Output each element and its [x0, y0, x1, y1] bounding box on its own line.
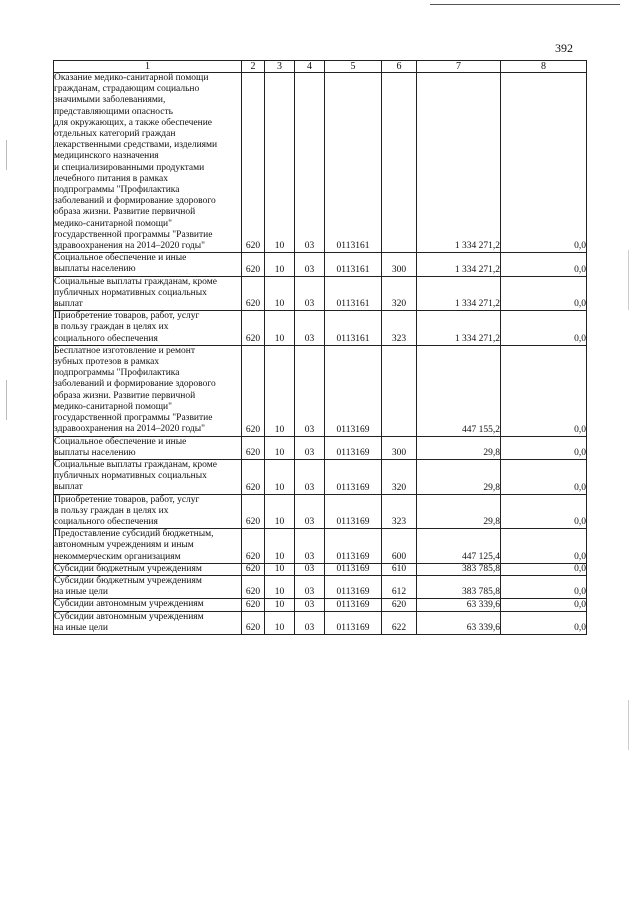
chapter-code: 10 [265, 563, 295, 575]
column-header: 2 [242, 61, 265, 73]
amount-value-2: 0,0 [501, 611, 587, 634]
row-description [54, 436, 242, 459]
expense-type-code: 620 [382, 599, 417, 611]
description-line: Бесплатное изготовление и ремонт [54, 345, 196, 356]
table-row [54, 73, 587, 253]
amount-value: 29,8 [417, 459, 501, 494]
amount-value-2: 0,0 [501, 73, 587, 253]
amount-value: 447 155,2 [417, 345, 501, 436]
description-line: Социальные выплаты гражданам, кроме [54, 276, 217, 287]
header-row [54, 61, 587, 73]
description-line: медико-санитарной помощи" [54, 218, 173, 229]
top-rule [430, 4, 620, 5]
description-line: образа жизни. Развитие первичной [54, 390, 196, 401]
subsection-code: 03 [295, 436, 325, 459]
table-row [54, 459, 587, 494]
row-description [54, 253, 242, 276]
description-line: Субсидии бюджетным учреждениям [54, 563, 202, 574]
amount-value-2: 0,0 [501, 459, 587, 494]
target-article-code: 0113169 [325, 494, 382, 529]
description-line: медицинского назначения [54, 151, 159, 162]
amount-value: 63 339,6 [417, 599, 501, 611]
row-description [54, 276, 242, 311]
subsection-code: 03 [295, 611, 325, 634]
row-description [54, 575, 242, 598]
target-article-code: 0113161 [325, 73, 382, 253]
section-code: 620 [242, 529, 265, 564]
page-number: 392 [555, 41, 573, 55]
expense-type-code: 320 [382, 459, 417, 494]
subsection-code: 03 [295, 345, 325, 436]
amount-value-2: 0,0 [501, 575, 587, 598]
section-code: 620 [242, 276, 265, 311]
expense-type-code: 300 [382, 436, 417, 459]
column-header: 1 [54, 61, 242, 73]
description-line: социального обеспечения [54, 516, 158, 527]
target-article-code: 0113161 [325, 276, 382, 311]
row-description [54, 494, 242, 529]
target-article-code: 0113169 [325, 575, 382, 598]
subsection-code: 03 [295, 494, 325, 529]
description-line: гражданам, страдающим социально [54, 84, 200, 95]
amount-value-2: 0,0 [501, 345, 587, 436]
description-line: выплаты населению [54, 264, 136, 275]
row-description [54, 599, 242, 611]
table-row [54, 345, 587, 436]
description-line: в пользу граждан в целях их [54, 322, 169, 333]
description-line: для окружающих, а также обеспечение [54, 117, 213, 128]
description-line: заболеваний и формирование здорового [54, 379, 216, 390]
amount-value-2: 0,0 [501, 563, 587, 575]
row-description [54, 611, 242, 634]
amount-value-2: 0,0 [501, 276, 587, 311]
expense-type-code: 610 [382, 563, 417, 575]
description-line: Предоставление субсидий бюджетным, [54, 529, 214, 540]
description-line: зубных протезов в рамках [54, 357, 160, 368]
section-code: 620 [242, 73, 265, 253]
table-row [54, 436, 587, 459]
description-line: Оказание медико-санитарной помощи [54, 73, 209, 83]
chapter-code: 10 [265, 494, 295, 529]
target-article-code: 0113161 [325, 311, 382, 346]
description-line: значимыми заболеваниями, [54, 95, 166, 106]
amount-value: 29,8 [417, 436, 501, 459]
expense-type-code: 612 [382, 575, 417, 598]
description-line: на иные цели [54, 622, 108, 633]
table-row [54, 599, 587, 611]
column-header: 3 [265, 61, 295, 73]
table-row [54, 253, 587, 276]
description-line: подпрограммы "Профилактика [54, 368, 180, 379]
amount-value: 383 785,8 [417, 575, 501, 598]
section-code: 620 [242, 611, 265, 634]
description-line: медико-санитарной помощи" [54, 401, 173, 412]
table-row [54, 575, 587, 598]
row-description [54, 459, 242, 494]
amount-value: 383 785,8 [417, 563, 501, 575]
description-line: Субсидии автономным учреждениям [54, 599, 204, 610]
chapter-code: 10 [265, 459, 295, 494]
subsection-code: 03 [295, 276, 325, 311]
row-description [54, 311, 242, 346]
section-code: 620 [242, 599, 265, 611]
amount-value: 63 339,6 [417, 611, 501, 634]
expense-type-code: 323 [382, 311, 417, 346]
description-line: представляющими опасность [54, 106, 173, 117]
expense-type-code [382, 345, 417, 436]
chapter-code: 10 [265, 611, 295, 634]
chapter-code: 10 [265, 529, 295, 564]
table-row [54, 494, 587, 529]
description-line: выплат [54, 482, 83, 493]
description-line: и специализированными продуктами [54, 162, 205, 173]
amount-value-2: 0,0 [501, 494, 587, 529]
description-line: публичных нормативных социальных [54, 471, 207, 482]
target-article-code: 0113169 [325, 599, 382, 611]
expense-type-code: 300 [382, 253, 417, 276]
scan-edge-mark [6, 140, 7, 170]
section-code: 620 [242, 575, 265, 598]
row-description [54, 529, 242, 564]
amount-value: 1 334 271,2 [417, 276, 501, 311]
chapter-code: 10 [265, 599, 295, 611]
expense-type-code [382, 73, 417, 253]
description-line: Субсидии автономным учреждениям [54, 611, 204, 622]
amount-value-2: 0,0 [501, 529, 587, 564]
description-line: здравоохранения на 2014–2020 годы" [54, 241, 206, 252]
description-line: Субсидии бюджетным учреждениям [54, 575, 202, 586]
subsection-code: 03 [295, 529, 325, 564]
scan-edge-mark [6, 380, 7, 420]
row-description [54, 73, 242, 253]
subsection-code: 03 [295, 575, 325, 598]
description-line: Социальные выплаты гражданам, кроме [54, 459, 217, 470]
column-header: 8 [501, 61, 587, 73]
description-line: Приобретение товаров, работ, услуг [54, 494, 200, 505]
column-header: 6 [382, 61, 417, 73]
section-code: 620 [242, 253, 265, 276]
table-row [54, 529, 587, 564]
table-row [54, 276, 587, 311]
target-article-code: 0113169 [325, 563, 382, 575]
description-line: выплаты населению [54, 447, 136, 458]
target-article-code: 0113169 [325, 611, 382, 634]
description-line: некоммерческим организациям [54, 551, 181, 562]
amount-value-2: 0,0 [501, 436, 587, 459]
section-code: 620 [242, 436, 265, 459]
description-line: публичных нормативных социальных [54, 287, 207, 298]
expense-type-code: 622 [382, 611, 417, 634]
description-line: подпрограммы "Профилактика [54, 185, 180, 196]
subsection-code: 03 [295, 459, 325, 494]
description-line: Социальное обеспечение и иные [54, 436, 187, 447]
amount-value: 1 334 271,2 [417, 311, 501, 346]
subsection-code: 03 [295, 563, 325, 575]
expense-type-code: 323 [382, 494, 417, 529]
table-row [54, 611, 587, 634]
column-header: 7 [417, 61, 501, 73]
chapter-code: 10 [265, 276, 295, 311]
row-description [54, 345, 242, 436]
description-line: Социальное обеспечение и иные [54, 253, 187, 264]
description-line: здравоохранения на 2014–2020 годы" [54, 424, 206, 435]
amount-value-2: 0,0 [501, 253, 587, 276]
section-code: 620 [242, 494, 265, 529]
chapter-code: 10 [265, 575, 295, 598]
amount-value: 447 125,4 [417, 529, 501, 564]
target-article-code: 0113169 [325, 529, 382, 564]
description-line: заболеваний и формирование здорового [54, 196, 216, 207]
expense-type-code: 600 [382, 529, 417, 564]
subsection-code: 03 [295, 311, 325, 346]
target-article-code: 0113169 [325, 459, 382, 494]
chapter-code: 10 [265, 345, 295, 436]
chapter-code: 10 [265, 253, 295, 276]
budget-table [53, 60, 587, 635]
chapter-code: 10 [265, 73, 295, 253]
scan-edge-mark [628, 700, 629, 750]
subsection-code: 03 [295, 253, 325, 276]
description-line: Приобретение товаров, работ, услуг [54, 311, 200, 322]
section-code: 620 [242, 563, 265, 575]
expense-type-code: 320 [382, 276, 417, 311]
chapter-code: 10 [265, 311, 295, 346]
description-line: автономным учреждениям и иным [54, 540, 194, 551]
table-row [54, 311, 587, 346]
section-code: 620 [242, 345, 265, 436]
amount-value-2: 0,0 [501, 599, 587, 611]
target-article-code: 0113169 [325, 345, 382, 436]
row-description [54, 563, 242, 575]
amount-value-2: 0,0 [501, 311, 587, 346]
column-header: 4 [295, 61, 325, 73]
description-line: отдельных категорий граждан [54, 129, 176, 140]
table-row [54, 563, 587, 575]
description-line: образа жизни. Развитие первичной [54, 207, 196, 218]
target-article-code: 0113169 [325, 436, 382, 459]
description-line: выплат [54, 299, 83, 310]
section-code: 620 [242, 311, 265, 346]
scan-edge-mark [628, 250, 629, 310]
amount-value: 1 334 271,2 [417, 73, 501, 253]
description-line: лечебного питания в рамках [54, 173, 169, 184]
column-header: 5 [325, 61, 382, 73]
description-line: государственной программы "Развитие [54, 413, 213, 424]
amount-value: 1 334 271,2 [417, 253, 501, 276]
subsection-code: 03 [295, 599, 325, 611]
description-line: на иные цели [54, 587, 108, 598]
description-line: лекарственными средствами, изделиями [54, 140, 218, 151]
description-line: государственной программы "Развитие [54, 229, 213, 240]
description-line: социального обеспечения [54, 333, 158, 344]
description-line: в пользу граждан в целях их [54, 505, 169, 516]
chapter-code: 10 [265, 436, 295, 459]
amount-value: 29,8 [417, 494, 501, 529]
subsection-code: 03 [295, 73, 325, 253]
section-code: 620 [242, 459, 265, 494]
target-article-code: 0113161 [325, 253, 382, 276]
